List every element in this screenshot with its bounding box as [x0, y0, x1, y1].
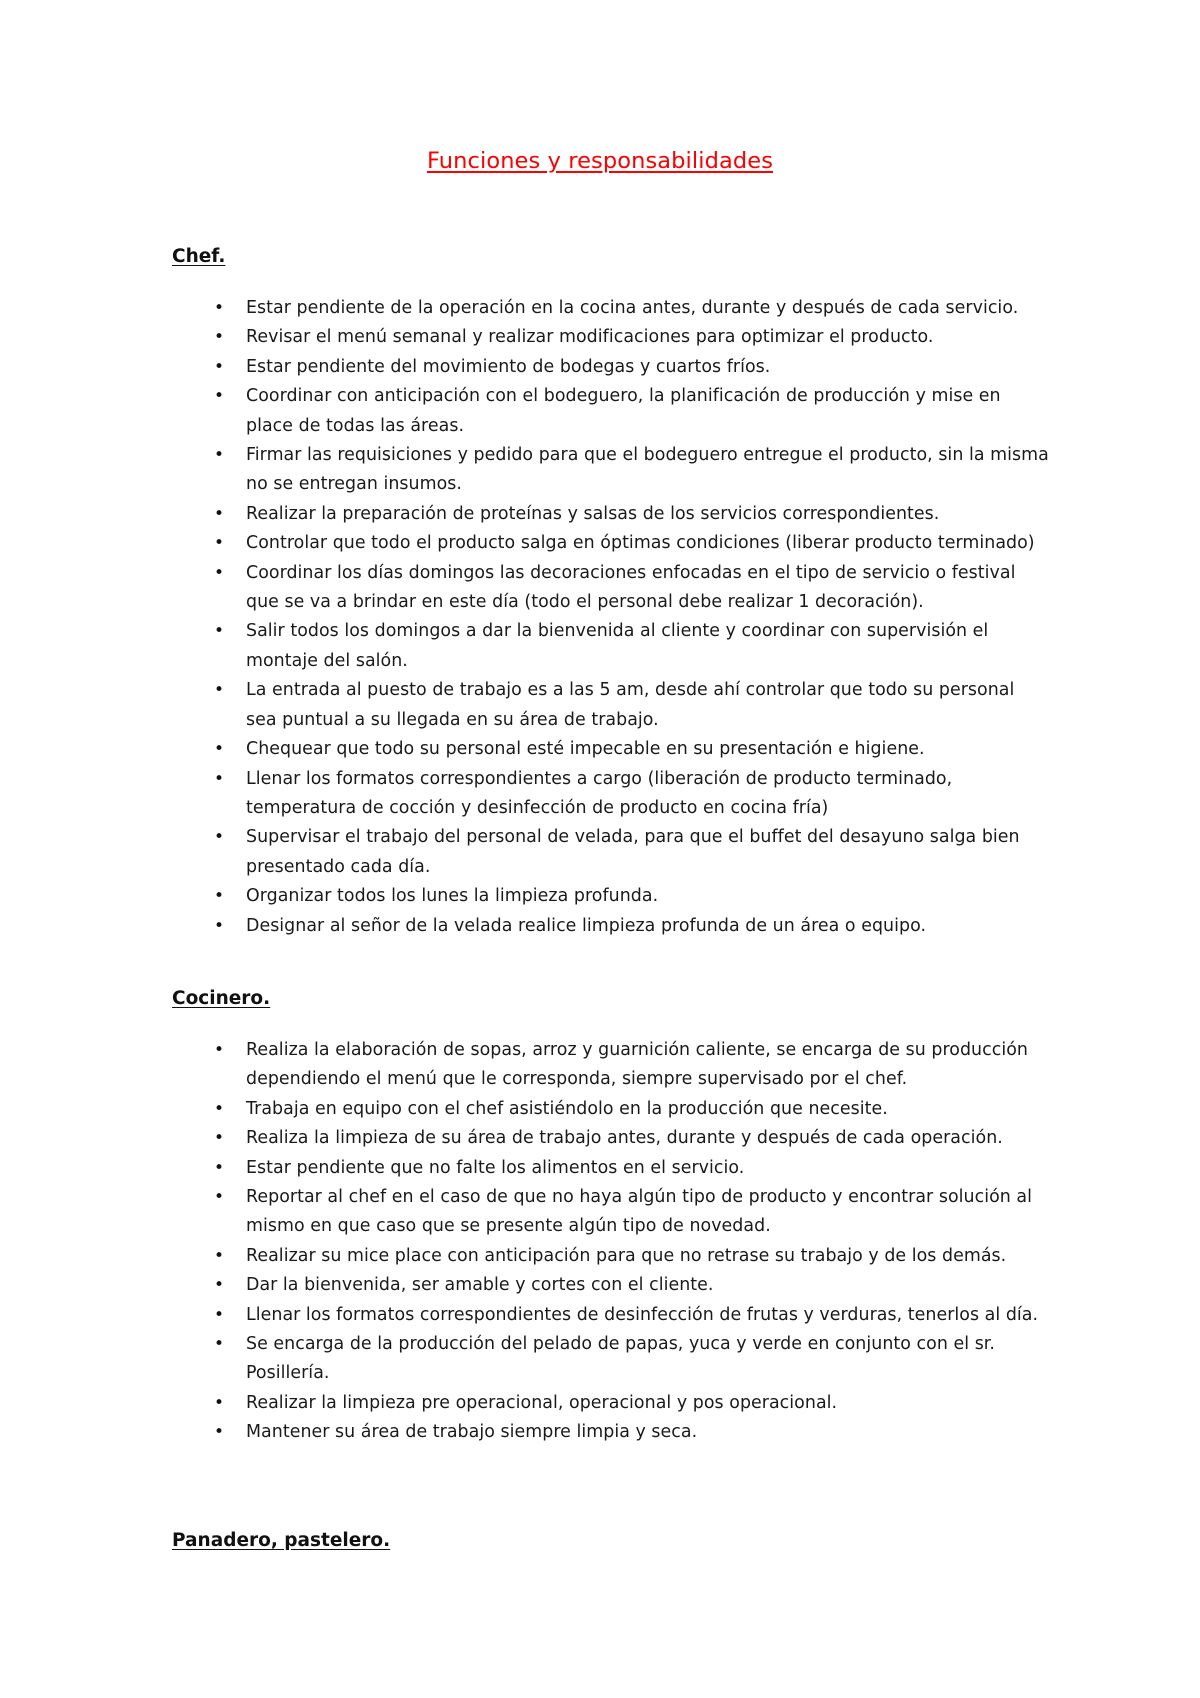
list-item-text: Realiza la elaboración de sopas, arroz y guarnición caliente, se encarga de su producción dependiendo el menú que le corresponda, siempre supervisado por el chef. [246, 1040, 1028, 1090]
bullet-icon: • [214, 915, 225, 936]
list-item-text: Realizar la preparación de proteínas y salsas de los servicios correspondientes. [246, 503, 940, 524]
list-item-text: Realiza la limpieza de su área de trabajo antes, durante y después de cada operación. [246, 1128, 1003, 1149]
list-item [0, 1330, 1200, 1389]
bullet-icon: • [214, 739, 225, 760]
list-item [0, 912, 1200, 941]
list-item [0, 1389, 1200, 1418]
bullet-icon: • [214, 298, 225, 318]
list-item [0, 441, 1200, 500]
document-title: Funciones y responsabilidades [426, 148, 774, 174]
bullet-icon: • [214, 1392, 225, 1413]
list-item-text: Estar pendiente de la operación en la cocina antes, durante y después de cada servicio. [246, 298, 1019, 318]
bullet-icon: • [214, 1334, 225, 1355]
bullet-icon: • [214, 386, 225, 407]
list-item [0, 1095, 1200, 1124]
list-item [0, 1301, 1200, 1330]
list-item-text: Realizar su mice place con anticipación para que no retrase su trabajo y de los demás. [246, 1245, 1007, 1266]
list-item [0, 882, 1200, 911]
bullet-icon: • [214, 1275, 225, 1296]
list-item [0, 382, 1200, 441]
list-item [0, 1124, 1200, 1153]
list-item-text: Mantener su área de trabajo siempre limpia y seca. [246, 1422, 698, 1443]
list-item [0, 323, 1200, 352]
list-item [0, 735, 1200, 764]
section-heading-panadero: Panadero, pastelero. [172, 1530, 391, 1551]
bullet-icon: • [214, 356, 225, 377]
list-item-text: Estar pendiente del movimiento de bodegas y cuartos fríos. [246, 356, 771, 377]
chef-duties-list [0, 294, 1200, 941]
bullet-icon: • [214, 1098, 225, 1119]
list-item [0, 617, 1200, 676]
list-item-text: Revisar el menú semanal y realizar modificaciones para optimizar el producto. [246, 327, 934, 348]
list-item-text: Trabaja en equipo con el chef asistiéndolo en la producción que necesite. [246, 1098, 888, 1119]
list-item [0, 823, 1200, 882]
list-item [0, 1183, 1200, 1242]
bullet-icon: • [214, 1245, 225, 1266]
list-item [0, 559, 1200, 618]
bullet-icon: • [214, 1040, 225, 1060]
list-item-text: Designar al señor de la velada realice limpieza profunda de un área o equipo. [246, 915, 927, 936]
list-item-text: Chequear que todo su personal esté impecable en su presentación e higiene. [246, 739, 925, 760]
list-item-text: Supervisar el trabajo del personal de velada, para que el buffet del desayuno salga bien presentado cada día. [246, 827, 1020, 877]
list-item [0, 765, 1200, 824]
bullet-icon: • [214, 827, 225, 848]
bullet-icon: • [214, 1304, 225, 1325]
list-item [0, 1418, 1200, 1447]
bullet-icon: • [214, 503, 225, 524]
list-item-text: Organizar todos los lunes la limpieza profunda. [246, 886, 659, 907]
list-item-text: Llenar los formatos correspondientes a cargo (liberación de producto terminado, temperatura de cocción y desinfección de producto en cocina fría) [246, 768, 953, 818]
list-item-text: Coordinar con anticipación con el bodeguero, la planificación de producción y mise en place de todas las áreas. [246, 386, 1001, 436]
bullet-icon: • [214, 680, 225, 701]
bullet-icon: • [214, 621, 225, 642]
bullet-icon: • [214, 886, 225, 907]
list-item-text: Estar pendiente que no falte los alimentos en el servicio. [246, 1157, 745, 1178]
list-item [0, 529, 1200, 558]
bullet-icon: • [214, 1422, 225, 1443]
bullet-icon: • [214, 445, 225, 466]
list-item [0, 1242, 1200, 1271]
list-item-text: Salir todos los domingos a dar la bienvenida al cliente y coordinar con supervisión el montaje del salón. [246, 621, 989, 671]
list-item [0, 353, 1200, 382]
list-item [0, 1036, 1200, 1095]
list-item [0, 294, 1200, 323]
bullet-icon: • [214, 1157, 225, 1178]
list-item-text: Se encarga de la producción del pelado de papas, yuca y verde en conjunto con el sr. Posillería. [246, 1334, 995, 1384]
list-item [0, 1271, 1200, 1300]
bullet-icon: • [214, 533, 225, 554]
bullet-icon: • [214, 768, 225, 789]
section-heading-cocinero: Cocinero. [172, 988, 271, 1009]
list-item-text: La entrada al puesto de trabajo es a las 5 am, desde ahí controlar que todo su personal sea puntual a su llegada en su área de trabajo. [246, 680, 1015, 730]
section-heading-chef: Chef. [172, 246, 226, 267]
list-item-text: Llenar los formatos correspondientes de desinfección de frutas y verduras, tenerlos al día. [246, 1304, 1039, 1325]
list-item-text: Dar la bienvenida, ser amable y cortes con el cliente. [246, 1275, 714, 1296]
list-item-text: Realizar la limpieza pre operacional, operacional y pos operacional. [246, 1392, 838, 1413]
bullet-icon: • [214, 1128, 225, 1149]
list-item-text: Reportar al chef en el caso de que no haya algún tipo de producto y encontrar solución al mismo en que caso que se presente algún tipo de novedad. [246, 1187, 1033, 1237]
list-item-text: Controlar que todo el producto salga en óptimas condiciones (liberar producto terminado) [246, 533, 1035, 554]
list-item-text: Firmar las requisiciones y pedido para que el bodeguero entregue el producto, sin la misma no se entregan insumos. [246, 445, 1049, 495]
list-item [0, 1154, 1200, 1183]
list-item [0, 676, 1200, 735]
bullet-icon: • [214, 562, 225, 583]
cocinero-duties-list [0, 1036, 1200, 1448]
bullet-icon: • [214, 327, 225, 348]
list-item [0, 500, 1200, 529]
list-item-text: Coordinar los días domingos las decoraciones enfocadas en el tipo de servicio o festival que se va a brindar en este día (todo el personal debe realizar 1 decoración). [246, 562, 1016, 613]
bullet-icon: • [214, 1187, 225, 1208]
